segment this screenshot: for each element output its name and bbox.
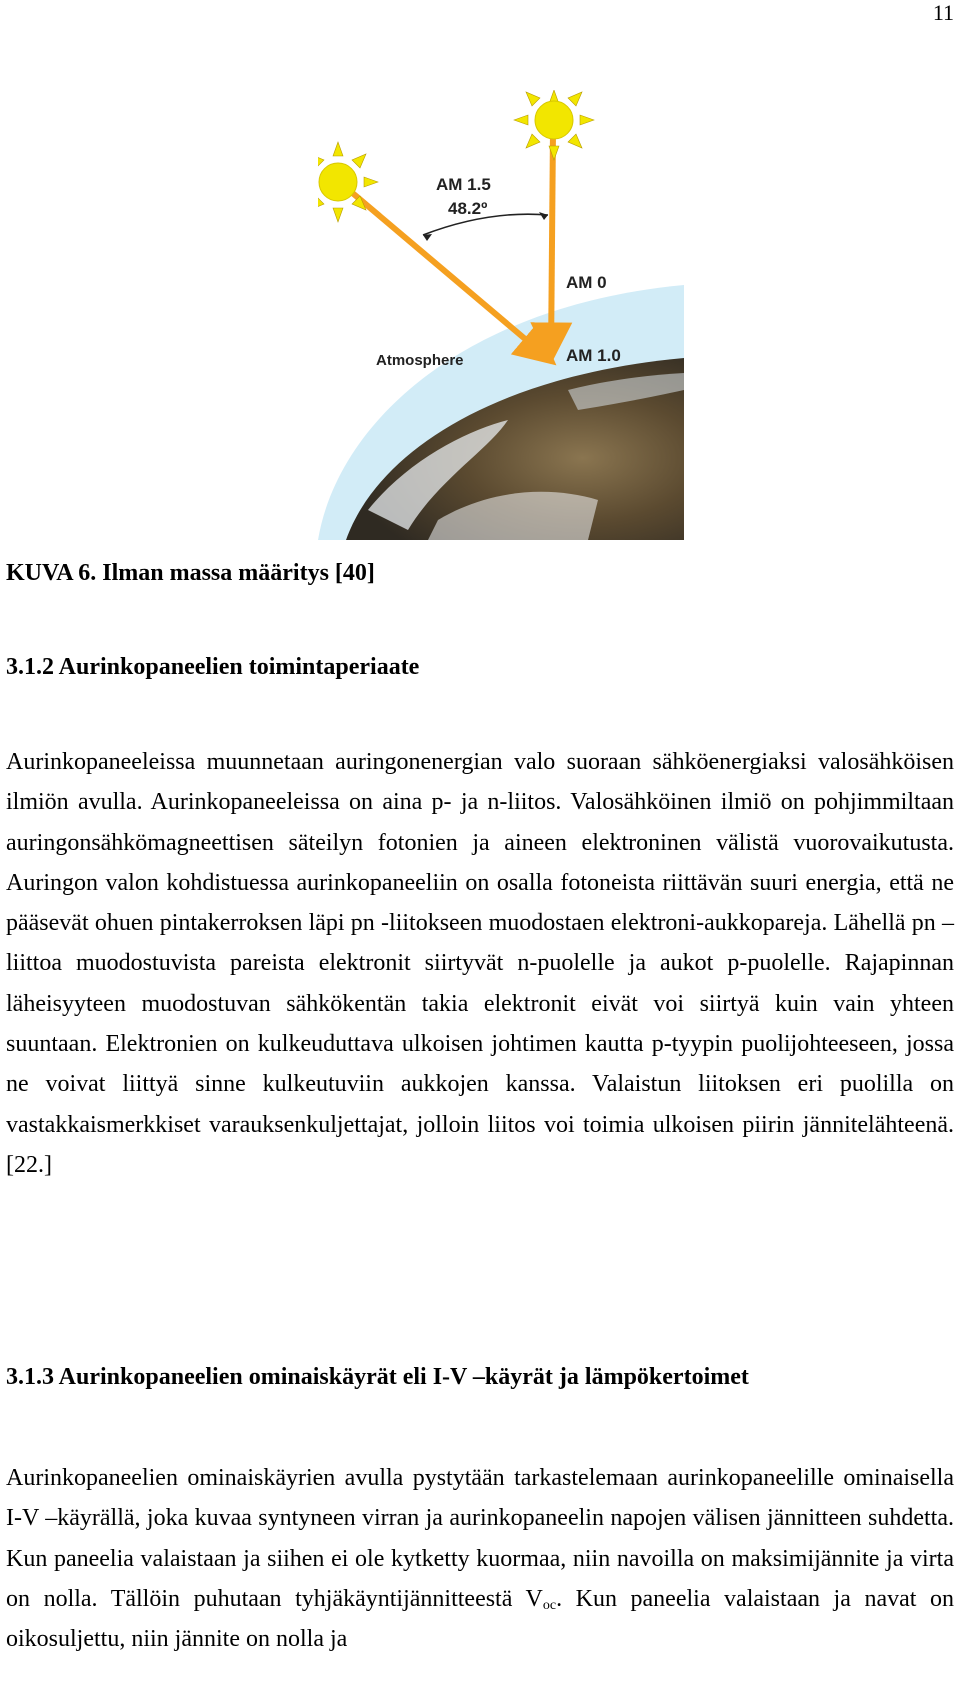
section-paragraph: Aurinkopaneeleissa muunnetaan auringonenergian valo suoraan sähköenergiaksi valosähköisen ilmiön avulla. Aurinkopaneeleissa on aina p- ja n-liitos. Valosähköinen ilmiö on pohjimmiltaan auringonsähkömagneettisen säteilyn fotonien ja aineen elektroninen välistä vuorovaikutusta. Auringon valon kohdistuessa aurinkopaneeliin on osalla fotoneista riittävän suuri energia, että ne pääsevät ohuen pintakerroksen läpi pn -liitokseen muodostaen elektroni-aukkopareja. Lähellä pn –liittoa muodostuvista pareista elektronit siirtyvät n-puolelle ja aukot p-puolelle. Rajapinnan läheisyyteen muodostuvan sähkökentän takia elektronit eivät voi siirtyä kuin vain yhteen suuntaan. Elektronien on kulkeuduttava ulkoisen johtimen kautta p-tyypin puolijohteeseen, jossa ne voivat liittyä sinne kulkeutuviin aukkojen kanssa. Valaistun liitoksen eri puolilla on vastakkaismerkkiset varauksenkuljettajat, jolloin liitos voi toimia ulkoisen piirin jännitelähteenä. [22.] [6,749,954,1178]
label-am0: AM 0 [566,273,607,292]
air-mass-figure [318,90,684,540]
air-mass-diagram [318,90,684,540]
paragraph-text: Aurinkopaneelien ominaiskäyrien avulla pystytään tarkastelemaan aurinkopaneelille ominaisella I-V –käyrällä, joka kuvaa syntyneen virran ja aurinkopaneelin napojen välisen jännitteen suhdetta. Kun paneelia valaistaan ja siihen ei ole kytketty kuormaa, niin navoilla on maksimijännite ja virta on nolla. Tällöin puhutaan tyhjäkäyntijännitteestä V [6,1465,954,1612]
voc-subscript: oc [542,1597,557,1613]
section-heading: 3.1.2 Aurinkopaneelien toimintaperiaate [6,654,420,680]
ray-am0 [551,130,553,356]
page-number: 11 [932,0,954,25]
ray-am15 [343,185,550,360]
label-angle: 48.2º [448,199,488,218]
sun-icon [514,90,594,160]
section-heading: 3.1.3 Aurinkopaneelien ominaiskäyrät eli I-V –käyrät ja lämpökertoimet [6,1364,749,1390]
label-atmosphere: Atmosphere [376,352,464,369]
figure-caption: KUVA 6. Ilman massa määritys [40] [6,560,375,586]
label-am10: AM 1.0 [566,346,621,365]
paragraph-text: . Kun paneelia valaistaan ja navat on oikosuljettu, niin jännite on nolla ja [6,1585,954,1653]
label-am15: AM 1.5 [436,175,491,194]
section-paragraph [6,1458,954,1659]
